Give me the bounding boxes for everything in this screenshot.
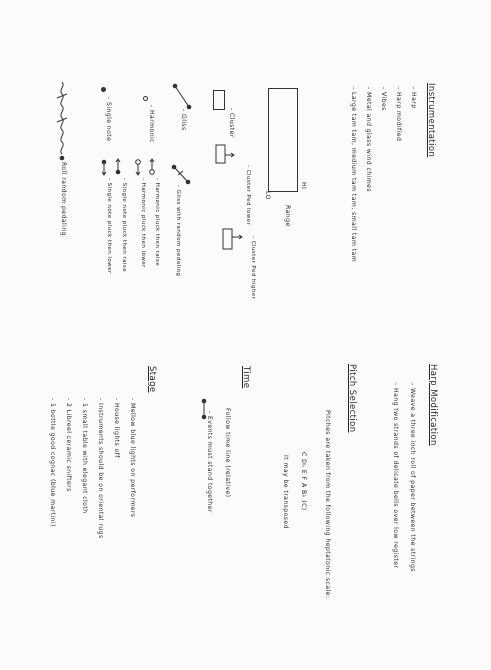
stage-line: - House lights off (113, 398, 120, 458)
single-lower-icon (100, 158, 110, 176)
cluster-ped-higher-label: - Cluster Ped higher (250, 236, 256, 300)
instrumentation-item: - Harp (410, 87, 417, 109)
stage-heading: Stage (147, 366, 157, 393)
single-raise-icon (114, 158, 124, 176)
time-events: - Events must stand together (206, 411, 213, 513)
instrumentation-item: - Harp modified (395, 87, 402, 142)
cluster-ped-lower-icon (215, 143, 237, 169)
time-heading: Time (241, 366, 251, 389)
range-hi-label: HI (300, 182, 307, 190)
stage-line: - 1 bottle good cognac (blue martini) (49, 398, 56, 527)
roll-label: - Roll random pedaling (60, 157, 67, 236)
instrumentation-item: - Metal and glass wind chimes (365, 87, 372, 193)
cluster-label: - Cluster (228, 108, 235, 138)
stage-line: - Instruments should be on oriental rugs (97, 398, 104, 539)
instrumentation-item: - Vibes (380, 87, 387, 111)
single-note-label: - Single note (105, 97, 112, 142)
gliss-icon (170, 83, 194, 111)
harmonic-icon (143, 96, 148, 101)
stage-line: - 2 Libreel ceramic snifters (65, 398, 72, 492)
gliss-random-label: - Gliss with random pedaling (175, 185, 181, 277)
harp-mod-line: - Weave a three inch roll of paper between the strings (409, 383, 416, 572)
range-box (268, 88, 298, 192)
single-lower-label: - Single note pluck then lower (106, 178, 112, 274)
range-lo-label: LO (264, 191, 271, 200)
range-label: Range (284, 205, 291, 227)
cluster-ped-lower-label: - Cluster Ped lower (245, 165, 251, 226)
instrumentation-item: - Large tam tam, medium tam tam, small tam tam (350, 87, 357, 263)
pitch-scale: C D♭ E F A B♭ (C) (300, 452, 307, 511)
harmonic-lower-icon (134, 158, 144, 176)
stage-line: - 1 small table with elegant cloth (81, 398, 88, 514)
harmonic-raise-label: - Harmonic pluck then raise (154, 178, 160, 267)
cluster-icon (213, 90, 225, 110)
harmonic-raise-icon (148, 158, 158, 176)
stage-line: - Mellow blue lights on performers (129, 398, 136, 518)
gliss-label: - Gliss (180, 109, 187, 131)
pitch-heading: Pitch Selection (347, 364, 357, 433)
cluster-ped-higher-icon (222, 227, 246, 253)
single-note-icon (101, 87, 106, 92)
gliss-random-icon (170, 163, 194, 187)
pitch-note: It may be transposed (282, 455, 289, 529)
harmonic-lower-label: - Harmonic pluck then lower (140, 178, 146, 268)
time-line: Follow time line (relative) (224, 408, 231, 498)
pitch-intro: Pitches are taken from the following heptatonic scale: (324, 410, 331, 599)
harmonic-label: - Harmonic (148, 105, 155, 143)
instrumentation-heading: Instrumentation (426, 83, 436, 158)
single-raise-label: - Single note pluck then raise (121, 178, 127, 273)
harp-mod-line: - Hang two strands of delicate bells over low register (392, 383, 399, 569)
harp-mod-heading: Harp Modification (428, 364, 438, 446)
